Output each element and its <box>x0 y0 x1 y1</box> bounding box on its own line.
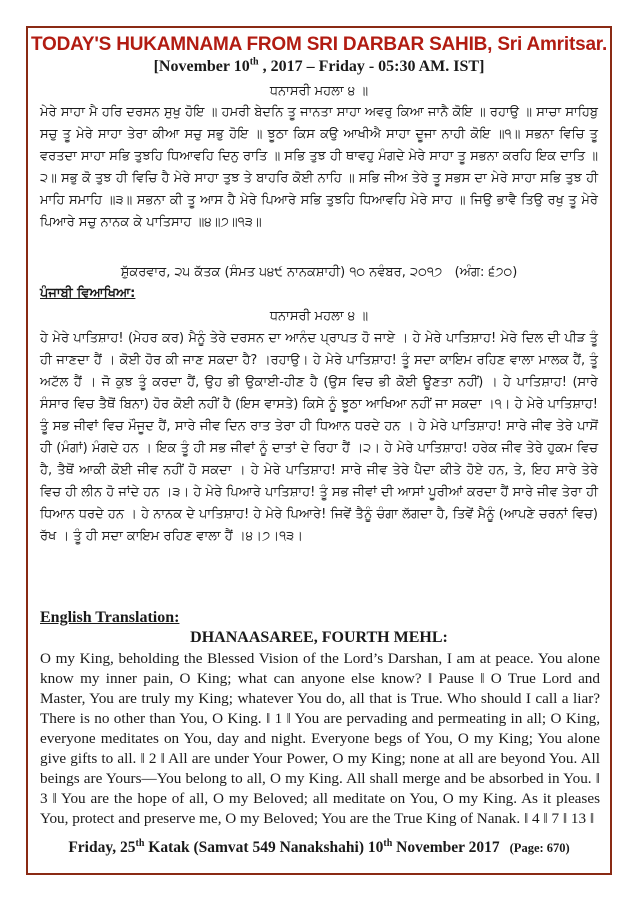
footer-sup2: th <box>383 837 393 849</box>
gurbani-heading: ਧਨਾਸਰੀ ਮਹਲਾ ੪ ॥ <box>269 84 369 99</box>
punjabi-text: ਹੇ ਮੇਰੇ ਪਾਤਿਸ਼ਾਹ! (ਮੇਹਰ ਕਰ) ਮੈਨੂੰ ਤੇਰੇ ਦਰਸਨ ਦਾ ਆਨੰਦ ਪ੍ਰਾਪਤ ਹੋ ਜਾਏ । ਹੇ ਮੇਰੇ ਪਾਤਿਸ਼ਾਹ! ਮੇਰੇ ਦਿਲ ਦੀ ਪੀੜ ਤੂੰ ਹੀ ਜਾਣਦਾ ਹੈਂ । ਕੋਈ ਹੋਰ ਕੀ ਜਾਣ ਸਕਦਾ ਹੈ? ।ਰਹਾਉ। ਹੇ ਮੇਰੇ ਪਾਤਿਸ਼ਾਹ! ਤੂੰ ਸਦਾ ਕਾਇਮ ਰਹਿਣ ਵਾਲਾ ਮਾਲਕ ਹੈਂ, ਤੂੰ ਅਟੱਲ ਹੈਂ । ਜੋ ਕੁਝ ਤੂੰ ਕਰਦਾ ਹੈਂ, ਉਹ ਭੀ ਉਕਾਈ-ਹੀਣ ਹੈ (ਉਸ ਵਿਚ ਭੀ ਕੋਈ ਊਣਤਾ ਨਹੀਂ) । ਹੇ ਪਾਤਿਸ਼ਾਹ! (ਸਾਰੇ ਸੰਸਾਰ ਵਿਚ ਤੈਥੋਂ ਬਿਨਾ) ਹੋਰ ਕੋਈ ਨਹੀਂ ਹੈ (ਇਸ ਵਾਸਤੇ) ਕਿਸੇ ਨੂੰ ਝੂਠਾ ਆਖਿਆ ਨਹੀਂ ਜਾ ਸਕਦਾ ।੧। ਹੇ ਮੇਰੇ ਪਾਤਿਸ਼ਾਹ! ਤੂੰ ਸਭ ਜੀਵਾਂ ਵਿਚ ਮੌਜੂਦ ਹੈਂ, ਸਾਰੇ ਜੀਵ ਦਿਨ ਰਾਤ ਤੇਰਾ ਹੀ ਧਿਆਨ ਧਰਦੇ ਹਨ । ਹੇ ਮੇਰੇ ਪਾਤਿਸ਼ਾਹ! ਸਾਰੇ ਜੀਵ ਤੇਰੇ ਪਾਸੋਂ ਹੀ (ਮੰਗਾਂ) ਮੰਗਦੇ ਹਨ । ਇਕ ਤੂੰ ਹੀ ਸਭ ਜੀਵਾਂ ਨੂੰ ਦਾਤਾਂ ਦੇ ਰਿਹਾ ਹੈਂ ।੨। ਹੇ ਮੇਰੇ ਪਾਤਿਸ਼ਾਹ! ਹਰੇਕ ਜੀਵ ਤੇਰੇ ਹੁਕਮ ਵਿਚ ਹੈ, ਤੈਥੋਂ ਆਕੀ ਕੋਈ ਜੀਵ ਨਹੀਂ ਹੋ ਸਕਦਾ । ਹੇ ਮੇਰੇ ਪਾਤਿਸ਼ਾਹ! ਸਾਰੇ ਜੀਵ ਤੇਰੇ ਪੈਦਾ ਕੀਤੇ ਹੋਏ ਹਨ, ਤੇ, ਇਹ ਸਾਰੇ ਤੇਰੇ ਵਿਚ ਹੀ ਲੀਨ ਹੋ ਜਾਂਦੇ ਹਨ ।੩। ਹੇ ਮੇਰੇ ਪਿਆਰੇ ਪਾਤਿਸ਼ਾਹ! ਤੂੰ ਸਭ ਜੀਵਾਂ ਦੀ ਆਸਾਂ ਪੂਰੀਆਂ ਕਰਦਾ ਹੈਂ ਸਾਰੇ ਜੀਵ ਤੇਰਾ ਹੀ ਧਿਆਨ ਧਰਦੇ ਹਨ । ਹੇ ਨਾਨਕ ਦੇ ਪਾਤਿਸ਼ਾਹ! ਹੇ ਮੇਰੇ ਪਿਆਰੇ! ਜਿਵੇਂ ਤੈਨੂੰ ਚੰਗਾ ਲੱਗਦਾ ਹੈ, ਤਿਵੇਂ ਮੈਨੂੰ (ਆਪਣੇ ਚਰਨਾਂ ਵਿਚ) ਰੱਖ । ਤੂੰ ਹੀ ਸਦਾ ਕਾਇਮ ਰਹਿਣ ਵਾਲਾ ਹੈਂ ।੪।੭।੧੩। <box>40 331 598 544</box>
footer-prefix: Friday, 25 <box>68 839 136 856</box>
english-label: English Translation: <box>40 609 180 626</box>
english-text: O my King, beholding the Blessed Vision of the Lord’s Darshan, I am at peace. You alone know my inner pain, O King; what can anyone else know? ‖ Pause ‖ O True Lord and Master, You are truly my King; whatever You do, all that is True. Who should I call a liar? There is no other than You, O King. ‖ 1 ‖ You are pervading and permeating in all; O King, everyone meditates on You, day and night. Everyone begs of You, O my King; You alone give gifts to all. ‖ 2 ‖ All are under Your Power, O my King; none at all are beyond You. All beings are Yours—You belong to all, O my King. All shall merge and be absorbed in You. ‖ 3 ‖ You are the hope of all, O my Beloved; all meditate on You, O my King. As it pleases You, protect and preserve me, O my Beloved; You are the True King of Nanak. ‖ 4 ‖ 7 ‖ 13 ‖ <box>40 650 600 827</box>
ang-reference: (ਅੰਗ: ੬੭੦) <box>454 265 518 280</box>
date-sup: th <box>249 56 259 68</box>
footer-suffix: November 2017 <box>392 839 500 856</box>
date-prefix: [November 10 <box>153 58 250 75</box>
page-title: TODAY'S HUKAMNAMA FROM SRI DARBAR SAHIB, Sri Amritsar. <box>30 34 608 55</box>
date-suffix: , 2017 – Friday - 05:30 AM. IST] <box>258 58 485 75</box>
hukamnama-card <box>26 26 612 875</box>
footer-sup1: th <box>135 837 145 849</box>
footer-date <box>28 839 610 857</box>
gurbani-text: ਮੇਰੇ ਸਾਹਾ ਮੈ ਹਰਿ ਦਰਸਨ ਸੁਖੁ ਹੋਇ ॥ ਹਮਰੀ ਬੇਦਨਿ ਤੂ ਜਾਨਤਾ ਸਾਹਾ ਅਵਰੁ ਕਿਆ ਜਾਨੈ ਕੋਇ ॥ ਰਹਾਉ ॥ ਸਾਚਾ ਸਾਹਿਬੁ ਸਚੁ ਤੂ ਮੇਰੇ ਸਾਹਾ ਤੇਰਾ ਕੀਆ ਸਚੁ ਸਭੁ ਹੋਇ ॥ ਝੂਠਾ ਕਿਸ ਕਉ ਆਖੀਐ ਸਾਹਾ ਦੂਜਾ ਨਾਹੀ ਕੋਇ ॥੧॥ ਸਭਨਾ ਵਿਚਿ ਤੂ ਵਰਤਦਾ ਸਾਹਾ ਸਭਿ ਤੁਝਹਿ ਧਿਆਵਹਿ ਦਿਨੁ ਰਾਤਿ ॥ ਸਭਿ ਤੁਝ ਹੀ ਥਾਵਹੁ ਮੰਗਦੇ ਮੇਰੇ ਸਾਹਾ ਤੂ ਸਭਨਾ ਕਰਹਿ ਇਕ ਦਾਤਿ ॥੨॥ ਸਭੁ ਕੋ ਤੁਝ ਹੀ ਵਿਚਿ ਹੈ ਮੇਰੇ ਸਾਹਾ ਤੁਝ ਤੇ ਬਾਹਰਿ ਕੋਈ ਨਾਹਿ ॥ ਸਭਿ ਜੀਅ ਤੇਰੇ ਤੂ ਸਭਸ ਦਾ ਮੇਰੇ ਸਾਹਾ ਸਭਿ ਤੁਝ ਹੀ ਮਾਹਿ ਸਮਾਹਿ ॥੩॥ ਸਭਨਾ ਕੀ ਤੂ ਆਸ ਹੈ ਮੇਰੇ ਪਿਆਰੇ ਸਭਿ ਤੁਝਹਿ ਧਿਆਵਹਿ ਮੇਰੇ ਸਾਹ ॥ ਜਿਉ ਭਾਵੈ ਤਿਉ ਰਖੁ ਤੂ ਮੇਰੇ ਪਿਆਰੇ ਸਚੁ ਨਾਨਕ ਕੇ ਪਾਤਿਸਾਹ ॥੪॥੭॥੧੩॥ <box>40 105 598 230</box>
date-subtitle <box>28 58 610 76</box>
punjabi-heading: ਧਨਾਸਰੀ ਮਹਲਾ ੪ ॥ <box>269 309 369 324</box>
footer-middle: Katak (Samvat 549 Nanakshahi) 10 <box>144 839 384 856</box>
nanakshahi-date: ਸ਼ੁੱਕਰਵਾਰ, ੨੫ ਕੱਤਕ (ਸੰਮਤ ੫੪੯ ਨਾਨਕਸ਼ਾਹੀ) ੧੦ ਨਵੰਬਰ, ੨੦੧੭ <box>120 265 443 280</box>
english-heading: DHANAASAREE, FOURTH MEHL: <box>190 629 448 646</box>
punjabi-label: ਪੰਜਾਬੀ ਵਿਆਖਿਆ: <box>40 286 136 301</box>
gurbani-date-line <box>28 265 610 280</box>
footer-page: (Page: 670) <box>509 841 570 855</box>
